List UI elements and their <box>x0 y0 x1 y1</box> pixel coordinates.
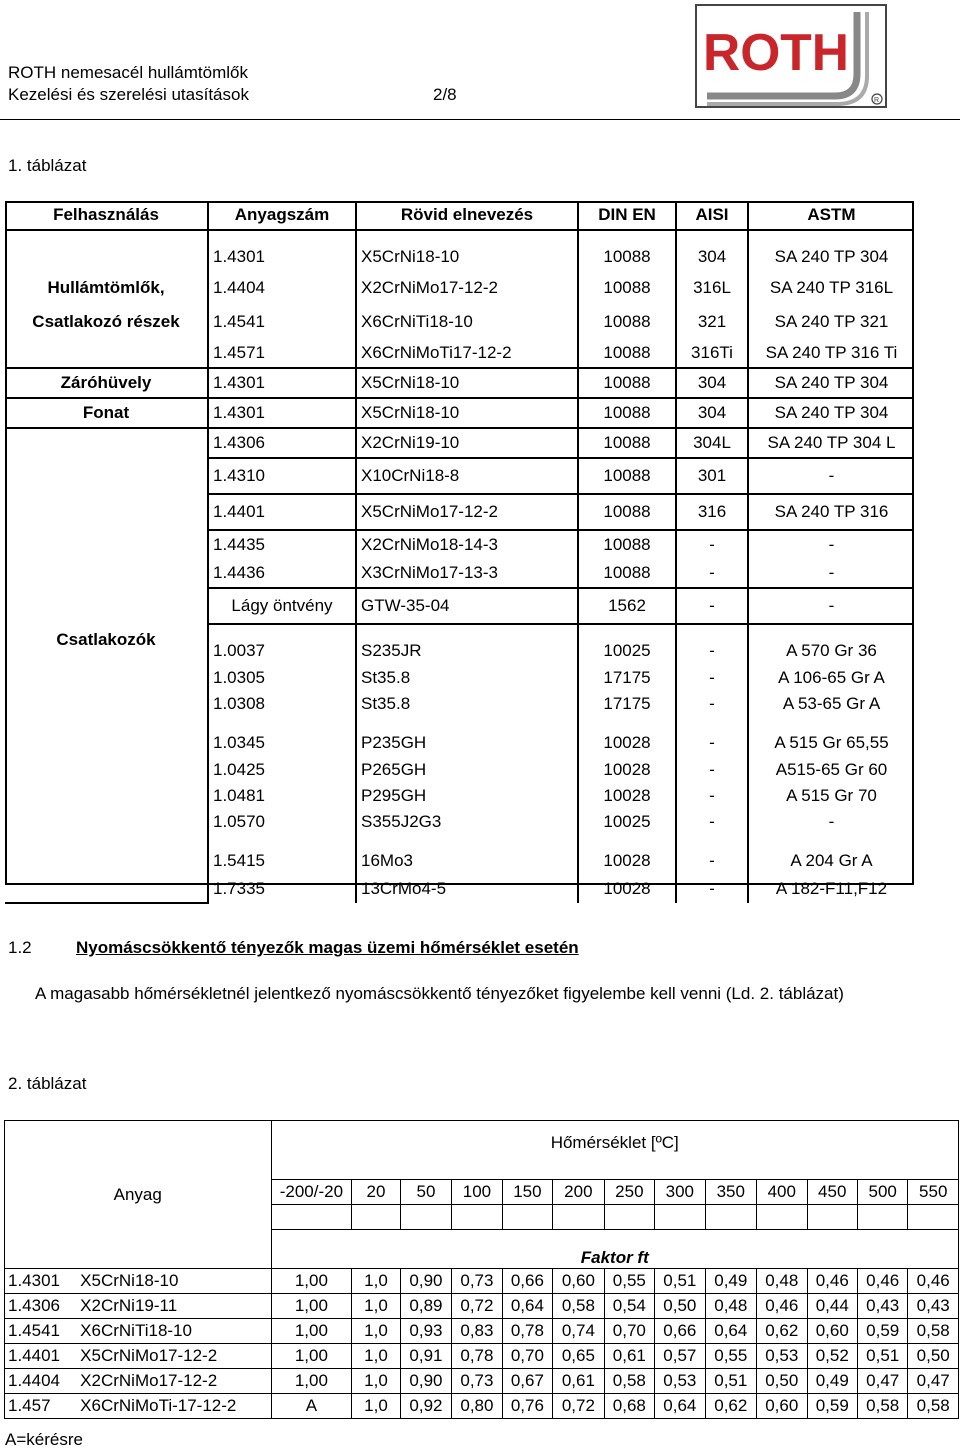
factor-header: Faktor ft <box>271 1230 959 1269</box>
section-heading <box>8 938 579 958</box>
temp-cell: -200/-20 <box>271 1180 352 1205</box>
factor-cell: 0,78 <box>502 1319 552 1344</box>
table-cell: - <box>748 588 914 624</box>
factor-cell: A <box>271 1394 352 1419</box>
table-row <box>5 1344 959 1369</box>
table-cell: 301 <box>676 458 748 494</box>
factor-cell: 0,92 <box>400 1394 451 1419</box>
table-cell: X5CrNiMo17-12-2 <box>356 494 578 530</box>
factor-cell: 0,62 <box>705 1394 756 1419</box>
table-cell: 1.0481 <box>208 783 356 809</box>
column-header: ASTM <box>748 201 914 230</box>
table-cell: 304 <box>676 230 748 271</box>
table-cell: A 182-F11,F12 <box>748 875 914 903</box>
factor-cell: 0,65 <box>553 1344 604 1369</box>
usage-label: Csatlakozó részek <box>32 312 180 331</box>
table-cell: 1.4301 <box>208 230 356 271</box>
usage-label: Csatlakozók <box>5 428 208 903</box>
material-header: Anyag <box>5 1121 272 1269</box>
factor-cell: 1,00 <box>271 1319 352 1344</box>
factor-cell: 0,44 <box>807 1294 857 1319</box>
table-cell: 1.7335 <box>208 875 356 903</box>
temp-cell: 350 <box>705 1180 756 1205</box>
factor-cell: 0,50 <box>655 1294 705 1319</box>
factor-cell: 0,52 <box>807 1344 857 1369</box>
table-cell: P265GH <box>356 757 578 783</box>
table-cell: 10088 <box>578 339 676 368</box>
material-code: 1.457 <box>5 1394 78 1419</box>
factor-cell: 0,51 <box>705 1369 756 1394</box>
table-cell: 10088 <box>578 305 676 339</box>
table-cell: GTW-35-04 <box>356 588 578 624</box>
factor-cell: 0,51 <box>857 1344 907 1369</box>
factor-cell: 0,60 <box>757 1394 807 1419</box>
factor-cell: 0,78 <box>452 1344 502 1369</box>
table-cell: SA 240 TP 316 Ti <box>748 339 914 368</box>
column-header: Anyagszám <box>208 201 356 230</box>
section-title: Nyomáscsökkentő tényezők magas üzemi hőmérséklet esetén <box>76 938 579 957</box>
factor-cell: 0,64 <box>705 1319 756 1344</box>
factor-cell: 0,43 <box>908 1294 959 1319</box>
material-name: X6CrNiMoTi-17-12-2 <box>77 1394 271 1419</box>
factor-cell: 0,68 <box>604 1394 654 1419</box>
factor-cell: 0,93 <box>400 1319 451 1344</box>
factor-cell: 0,58 <box>553 1294 604 1319</box>
table-cell: X2CrNi19-10 <box>356 428 578 458</box>
table-cell: 1.4436 <box>208 559 356 588</box>
table-cell: 16Mo3 <box>356 835 578 875</box>
table-cell: P295GH <box>356 783 578 809</box>
table-cell: SA 240 TP 316L <box>748 271 914 305</box>
table-cell: 1.0425 <box>208 757 356 783</box>
table2-caption: 2. táblázat <box>8 1074 87 1093</box>
factor-cell: 0,58 <box>857 1394 907 1419</box>
table-cell: 1.4301 <box>208 368 356 398</box>
material-name: X2CrNi19-11 <box>77 1294 271 1319</box>
table-cell: SA 240 TP 321 <box>748 305 914 339</box>
table-cell: 10025 <box>578 809 676 835</box>
material-name: X6CrNiTi18-10 <box>77 1319 271 1344</box>
header-title: ROTH nemesacél hullámtömlők <box>8 63 248 82</box>
factor-cell: 0,59 <box>807 1394 857 1419</box>
table-cell: - <box>676 530 748 559</box>
section-number: 1.2 <box>8 938 32 957</box>
table-cell: 1.4435 <box>208 530 356 559</box>
table-cell: X2CrNiMo18-14-3 <box>356 530 578 559</box>
temp-cell: 450 <box>807 1180 857 1205</box>
factor-cell: 0,55 <box>705 1344 756 1369</box>
table-cell: X6CrNiMoTi17-12-2 <box>356 339 578 368</box>
table-cell: 10088 <box>578 494 676 530</box>
table-cell: 1562 <box>578 588 676 624</box>
table-cell: SA 240 TP 304 L <box>748 428 914 458</box>
factor-cell: 0,67 <box>502 1369 552 1394</box>
table-cell: 10088 <box>578 230 676 271</box>
table-cell: 17175 <box>578 691 676 717</box>
table-cell: A 570 Gr 36 <box>748 624 914 665</box>
table-cell: - <box>676 757 748 783</box>
table-cell: 10088 <box>578 398 676 428</box>
factor-cell: 0,70 <box>604 1319 654 1344</box>
table-cell: 10028 <box>578 875 676 903</box>
factor-cell: 0,59 <box>857 1319 907 1344</box>
factor-cell: 0,43 <box>857 1294 907 1319</box>
factor-cell: 1,00 <box>271 1294 352 1319</box>
table-cell: 10088 <box>578 368 676 398</box>
temp-cell: 150 <box>502 1180 552 1205</box>
factor-cell: 0,48 <box>705 1294 756 1319</box>
factor-cell: 0,47 <box>857 1369 907 1394</box>
factor-cell: 0,72 <box>452 1294 502 1319</box>
section-paragraph: A magasabb hőmérsékletnél jelentkező nyomáscsökkentő tényezőket figyelembe kell venni (Ld. 2. táblázat) <box>35 984 844 1003</box>
factor-cell: 0,50 <box>757 1369 807 1394</box>
factor-cell: 1,00 <box>271 1344 352 1369</box>
footnote: A=kérésre <box>5 1430 83 1449</box>
factor-cell: 1,00 <box>271 1269 352 1294</box>
table1-caption: 1. táblázat <box>8 156 87 175</box>
temp-cell: 200 <box>553 1180 604 1205</box>
table-cell: 1.4306 <box>208 428 356 458</box>
table-cell: 1.4310 <box>208 458 356 494</box>
table-cell: 1.0308 <box>208 691 356 717</box>
temp-cell: 300 <box>655 1180 705 1205</box>
table-cell: - <box>676 665 748 691</box>
factor-cell: 0,64 <box>502 1294 552 1319</box>
factor-cell: 0,49 <box>705 1269 756 1294</box>
factor-cell: 0,55 <box>604 1269 654 1294</box>
factor-cell: 0,74 <box>553 1319 604 1344</box>
factor-cell: 0,48 <box>757 1269 807 1294</box>
table-cell: 1.0570 <box>208 809 356 835</box>
table-cell: X5CrNi18-10 <box>356 230 578 271</box>
table-cell: A 515 Gr 65,55 <box>748 717 914 757</box>
table-cell: - <box>676 691 748 717</box>
factor-cell: 0,53 <box>757 1344 807 1369</box>
factor-cell: 1,0 <box>352 1344 400 1369</box>
table-row <box>5 398 914 428</box>
material-code: 1.4306 <box>5 1294 78 1319</box>
materials-table <box>5 201 914 904</box>
table-cell: 1.4571 <box>208 339 356 368</box>
header-divider <box>0 119 960 120</box>
table-cell: 17175 <box>578 665 676 691</box>
table-cell: X5CrNi18-10 <box>356 368 578 398</box>
table-cell: - <box>676 809 748 835</box>
factor-cell: 0,61 <box>604 1344 654 1369</box>
table-cell: 1.4404 <box>208 271 356 305</box>
factor-cell: 0,60 <box>553 1269 604 1294</box>
table-cell: SA 240 TP 304 <box>748 368 914 398</box>
table-cell: - <box>748 530 914 559</box>
table-cell: 10028 <box>578 717 676 757</box>
factor-cell: 0,62 <box>757 1319 807 1344</box>
table-cell: 304L <box>676 428 748 458</box>
material-code: 1.4541 <box>5 1319 78 1344</box>
factor-cell: 0,47 <box>908 1369 959 1394</box>
factor-cell: 0,64 <box>655 1394 705 1419</box>
table-cell: S355J2G3 <box>356 809 578 835</box>
factor-cell: 0,60 <box>807 1319 857 1344</box>
factor-cell: 0,49 <box>807 1369 857 1394</box>
table-cell: A 106-65 Gr A <box>748 665 914 691</box>
factor-cell: 0,51 <box>655 1269 705 1294</box>
table-cell: A 204 Gr A <box>748 835 914 875</box>
table-cell: 1.5415 <box>208 835 356 875</box>
factor-cell: 0,90 <box>400 1269 451 1294</box>
temp-cell: 500 <box>857 1180 907 1205</box>
table-row <box>5 1319 959 1344</box>
factor-cell: 1,0 <box>352 1294 400 1319</box>
column-header: DIN EN <box>578 201 676 230</box>
table-row <box>5 230 914 271</box>
table-row <box>5 1394 959 1419</box>
factor-cell: 1,0 <box>352 1269 400 1294</box>
factor-cell: 0,66 <box>655 1319 705 1344</box>
table-cell: 316Ti <box>676 339 748 368</box>
usage-label: Záróhüvely <box>5 368 208 398</box>
factor-cell: 0,76 <box>502 1394 552 1419</box>
factor-cell: 1,0 <box>352 1369 400 1394</box>
table-cell: X10CrNi18-8 <box>356 458 578 494</box>
usage-label: Fonat <box>5 398 208 428</box>
table-cell: St35.8 <box>356 665 578 691</box>
table-cell: - <box>676 875 748 903</box>
table-cell: - <box>676 717 748 757</box>
table-cell: P235GH <box>356 717 578 757</box>
table-cell: 304 <box>676 368 748 398</box>
table-cell: Lágy öntvény <box>208 588 356 624</box>
factor-cell: 0,73 <box>452 1369 502 1394</box>
column-header: AISI <box>676 201 748 230</box>
table-cell: 13CrMo4-5 <box>356 875 578 903</box>
table-cell: 1.0305 <box>208 665 356 691</box>
document-header <box>8 62 457 106</box>
table-row <box>5 1294 959 1319</box>
factor-cell: 0,58 <box>604 1369 654 1394</box>
factor-cell: 0,80 <box>452 1394 502 1419</box>
factor-cell: 0,46 <box>807 1269 857 1294</box>
factor-cell: 0,61 <box>553 1369 604 1394</box>
table-cell: 316L <box>676 271 748 305</box>
temp-cell: 100 <box>452 1180 502 1205</box>
factor-cell: 0,83 <box>452 1319 502 1344</box>
table-cell: X6CrNiTi18-10 <box>356 305 578 339</box>
temp-cell: 50 <box>400 1180 451 1205</box>
table-cell: 10028 <box>578 835 676 875</box>
factor-cell: 0,54 <box>604 1294 654 1319</box>
table-cell: 304 <box>676 398 748 428</box>
table-cell: - <box>676 835 748 875</box>
factor-cell: 0,50 <box>908 1344 959 1369</box>
temp-cell: 250 <box>604 1180 654 1205</box>
factor-cell: 0,53 <box>655 1369 705 1394</box>
factor-cell: 0,66 <box>502 1269 552 1294</box>
column-header: Felhasználás <box>5 201 208 230</box>
table-cell: S235JR <box>356 624 578 665</box>
factor-cell: 0,57 <box>655 1344 705 1369</box>
factor-cell: 0,89 <box>400 1294 451 1319</box>
factor-cell: 0,91 <box>400 1344 451 1369</box>
table-cell: A515-65 Gr 60 <box>748 757 914 783</box>
factor-cell: 0,58 <box>908 1319 959 1344</box>
table-cell: A 53-65 Gr A <box>748 691 914 717</box>
page-number: 2/8 <box>433 85 457 104</box>
table-cell: - <box>676 783 748 809</box>
factor-cell: 0,90 <box>400 1369 451 1394</box>
table-cell: X3CrNiMo17-13-3 <box>356 559 578 588</box>
table-cell: X5CrNi18-10 <box>356 398 578 428</box>
svg-text:R: R <box>874 97 880 104</box>
table-cell: 10028 <box>578 757 676 783</box>
factor-cell: 0,73 <box>452 1269 502 1294</box>
factor-cell: 0,70 <box>502 1344 552 1369</box>
derating-table <box>4 1120 959 1419</box>
table-cell: 10088 <box>578 530 676 559</box>
header-subtitle: Kezelési és szerelési utasítások <box>8 85 249 104</box>
material-code: 1.4401 <box>5 1344 78 1369</box>
table-cell: 1.0345 <box>208 717 356 757</box>
table-cell: 10028 <box>578 783 676 809</box>
table-row <box>5 1369 959 1394</box>
factor-cell: 1,0 <box>352 1394 400 1419</box>
factor-cell: 0,46 <box>757 1294 807 1319</box>
table-cell: 316 <box>676 494 748 530</box>
table-header-row <box>5 201 914 230</box>
factor-cell: 1,0 <box>352 1319 400 1344</box>
temp-cell: 550 <box>908 1180 959 1205</box>
table-cell: 1.4301 <box>208 398 356 428</box>
usage-label: Hullámtömlők, <box>47 278 165 297</box>
table-cell: - <box>748 809 914 835</box>
material-code: 1.4404 <box>5 1369 78 1394</box>
table-cell: 10088 <box>578 559 676 588</box>
table-cell: A 515 Gr 70 <box>748 783 914 809</box>
table-cell: 10025 <box>578 624 676 665</box>
table-row <box>5 428 914 458</box>
material-name: X5CrNi18-10 <box>77 1269 271 1294</box>
table-cell: St35.8 <box>356 691 578 717</box>
factor-cell: 0,46 <box>908 1269 959 1294</box>
svg-text:ROTH: ROTH <box>703 24 849 82</box>
table-cell: SA 240 TP 304 <box>748 398 914 428</box>
table-cell: 321 <box>676 305 748 339</box>
temp-cell: 400 <box>757 1180 807 1205</box>
table-cell: - <box>676 559 748 588</box>
factor-cell: 0,58 <box>908 1394 959 1419</box>
table-cell: 1.4541 <box>208 305 356 339</box>
material-name: X5CrNiMo17-12-2 <box>77 1344 271 1369</box>
table-cell: SA 240 TP 304 <box>748 230 914 271</box>
table-cell: - <box>748 458 914 494</box>
table-cell: 10088 <box>578 458 676 494</box>
temp-cell: 20 <box>352 1180 400 1205</box>
factor-cell: 1,00 <box>271 1369 352 1394</box>
table-cell: 1.0037 <box>208 624 356 665</box>
table-cell: X2CrNiMo17-12-2 <box>356 271 578 305</box>
table-cell: - <box>748 559 914 588</box>
factor-cell: 0,46 <box>857 1269 907 1294</box>
roth-logo <box>695 4 887 108</box>
table-cell: - <box>676 624 748 665</box>
table-header-row <box>5 1121 959 1166</box>
table-cell: 10088 <box>578 271 676 305</box>
table-row <box>5 1269 959 1294</box>
column-header: Rövid elnevezés <box>356 201 578 230</box>
table-cell: - <box>676 588 748 624</box>
table-row <box>5 368 914 398</box>
table-cell: 10088 <box>578 428 676 458</box>
material-code: 1.4301 <box>5 1269 78 1294</box>
material-name: X2CrNiMo17-12-2 <box>77 1369 271 1394</box>
table-cell: 1.4401 <box>208 494 356 530</box>
temperature-header: Hőmérséklet [ºC] <box>271 1121 959 1166</box>
table-cell: SA 240 TP 316 <box>748 494 914 530</box>
factor-cell: 0,72 <box>553 1394 604 1419</box>
